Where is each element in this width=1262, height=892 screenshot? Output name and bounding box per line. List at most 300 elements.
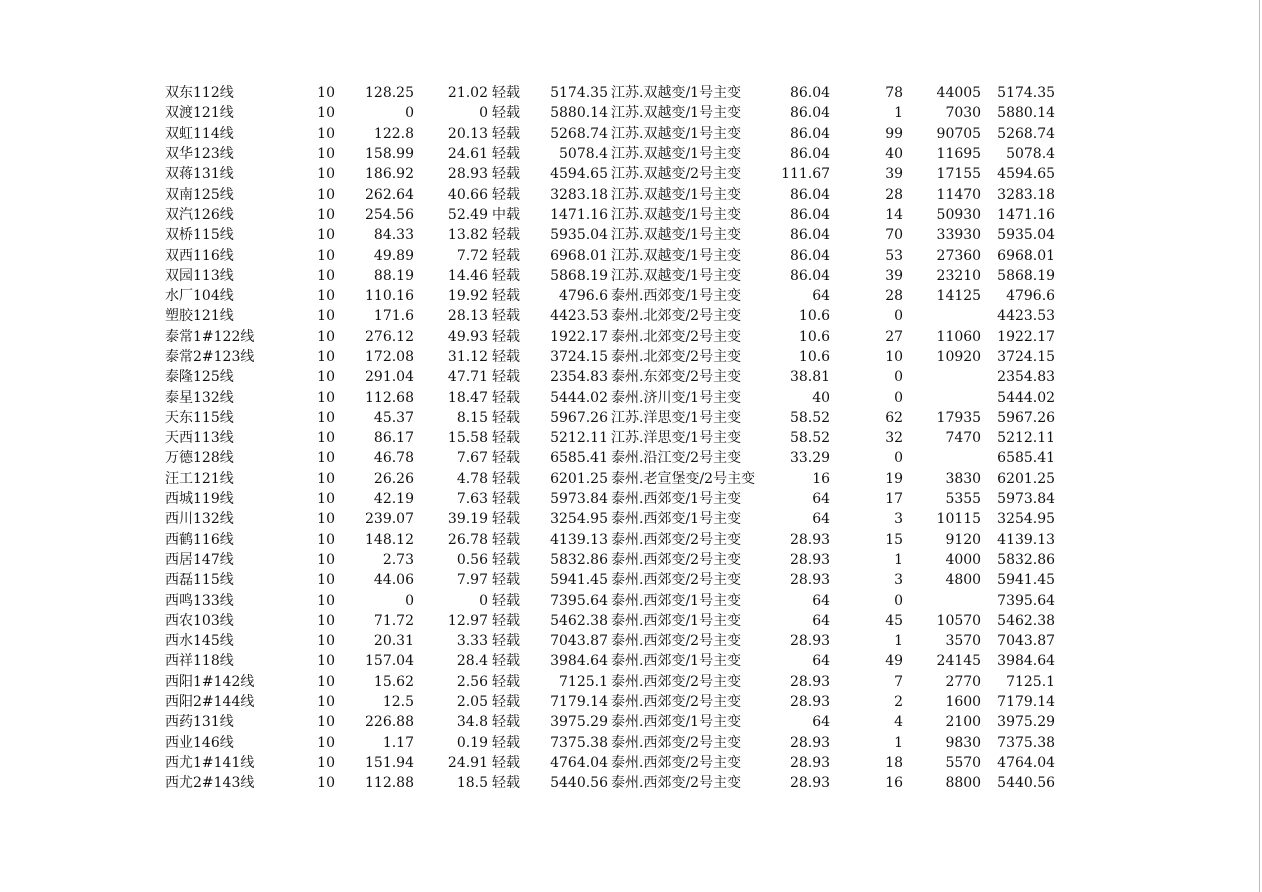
load-status-cell: 轻载 xyxy=(492,85,520,102)
voltage-cell: 10 xyxy=(317,369,335,386)
table-row xyxy=(165,611,1055,631)
value-f-cell: 11060 xyxy=(936,328,982,345)
value-f-cell: 17155 xyxy=(936,166,982,183)
value-f-cell: 90705 xyxy=(936,125,982,142)
value-g-cell: 7395.64 xyxy=(997,592,1056,609)
value-f-cell: 4800 xyxy=(945,572,982,589)
value-c-cell: 3724.15 xyxy=(550,349,608,365)
table-row xyxy=(165,164,1055,184)
voltage-cell: 10 xyxy=(317,146,335,163)
line-name-cell: 双东112线 xyxy=(165,85,234,102)
line-name-cell: 双西116线 xyxy=(165,247,234,264)
substation-cell: 泰州.西郊变/2号主变 xyxy=(611,734,742,751)
value-b-cell: 4.78 xyxy=(456,470,488,487)
line-name-cell: 双渡121线 xyxy=(165,105,234,122)
voltage-cell: 10 xyxy=(317,470,335,487)
table-row xyxy=(165,712,1055,732)
voltage-cell: 10 xyxy=(317,511,335,528)
count-cell: 78 xyxy=(885,85,904,102)
load-status-cell: 轻载 xyxy=(492,754,520,771)
substation-cell: 泰州.西郊变/2号主变 xyxy=(611,633,742,650)
value-b-cell: 52.49 xyxy=(447,206,488,223)
value-g-cell: 3283.18 xyxy=(997,186,1056,203)
voltage-cell: 10 xyxy=(317,85,335,102)
table-row xyxy=(165,651,1055,671)
value-a-cell: 71.72 xyxy=(373,612,414,629)
value-g-cell: 1471.16 xyxy=(997,206,1056,223)
count-cell: 28 xyxy=(885,288,904,305)
capacity-cell: 38.81 xyxy=(789,369,831,386)
line-name-cell: 双南125线 xyxy=(165,186,234,203)
voltage-cell: 10 xyxy=(317,328,335,345)
value-a-cell: 26.26 xyxy=(373,470,414,487)
value-f-cell xyxy=(903,387,981,407)
value-c-cell: 7375.38 xyxy=(550,734,608,751)
value-c-cell: 5440.56 xyxy=(550,775,608,792)
line-name-cell: 双蒋131线 xyxy=(165,166,234,183)
table-row xyxy=(165,733,1055,753)
table-row xyxy=(165,306,1055,326)
substation-cell: 江苏.双越变/1号主变 xyxy=(611,146,742,163)
value-b-cell: 2.05 xyxy=(456,694,488,711)
load-status-cell: 轻载 xyxy=(492,450,520,467)
load-status-cell: 轻载 xyxy=(492,125,520,142)
value-f-cell: 27360 xyxy=(936,247,982,264)
count-cell: 3 xyxy=(894,511,904,528)
value-c-cell: 4139.13 xyxy=(550,531,608,548)
table-row xyxy=(165,367,1055,387)
voltage-cell: 10 xyxy=(317,247,335,264)
count-cell: 0 xyxy=(894,308,904,325)
table-row xyxy=(165,489,1055,509)
value-f-cell: 7470 xyxy=(945,430,982,447)
value-f-cell xyxy=(903,306,981,326)
capacity-cell: 28.93 xyxy=(789,775,831,792)
value-a-cell: 158.99 xyxy=(365,146,414,163)
value-a-cell: 88.19 xyxy=(373,267,414,284)
value-b-cell: 34.8 xyxy=(456,714,488,731)
value-f-cell: 2100 xyxy=(945,714,982,731)
value-f-cell: 17935 xyxy=(936,409,982,426)
value-g-cell: 5880.14 xyxy=(997,105,1056,122)
substation-cell: 泰州.西郊变/1号主变 xyxy=(611,491,742,508)
value-c-cell: 5462.38 xyxy=(550,612,608,629)
value-b-cell: 7.72 xyxy=(456,247,488,264)
value-f-cell: 3830 xyxy=(945,470,982,487)
value-c-cell: 5973.84 xyxy=(550,491,608,508)
value-g-cell: 5973.84 xyxy=(997,491,1056,508)
voltage-cell: 10 xyxy=(317,166,335,183)
value-b-cell: 14.46 xyxy=(447,267,488,284)
table-row xyxy=(165,408,1055,428)
table-row xyxy=(165,570,1055,590)
substation-cell: 泰州.老宣堡变/2号主变 xyxy=(611,470,756,487)
value-g-cell: 5212.11 xyxy=(997,430,1056,447)
value-b-cell: 13.82 xyxy=(447,227,488,244)
page-border xyxy=(1259,0,1260,892)
value-b-cell: 21.02 xyxy=(447,85,488,102)
value-f-cell: 50930 xyxy=(936,206,982,223)
load-status-cell: 轻载 xyxy=(492,714,520,731)
value-c-cell: 4594.65 xyxy=(550,166,608,183)
capacity-cell: 86.04 xyxy=(789,247,831,264)
capacity-cell: 28.93 xyxy=(789,754,831,771)
value-g-cell: 5462.38 xyxy=(997,612,1056,629)
substation-cell: 泰州.西郊变/2号主变 xyxy=(611,572,742,589)
value-c-cell: 3984.64 xyxy=(550,653,608,670)
value-b-cell: 28.4 xyxy=(456,653,488,670)
count-cell: 1 xyxy=(894,633,904,650)
value-f-cell: 10115 xyxy=(936,511,982,528)
count-cell: 1 xyxy=(894,105,904,122)
value-f-cell: 11695 xyxy=(936,146,982,163)
value-a-cell: 15.62 xyxy=(373,673,414,690)
capacity-cell: 28.93 xyxy=(789,734,831,751)
count-cell: 0 xyxy=(894,450,904,467)
value-a-cell: 46.78 xyxy=(373,450,414,467)
capacity-cell: 28.93 xyxy=(789,673,831,690)
count-cell: 4 xyxy=(894,714,904,731)
value-f-cell: 23210 xyxy=(936,267,982,284)
value-a-cell: 45.37 xyxy=(373,409,414,426)
value-c-cell: 3254.95 xyxy=(550,511,608,528)
voltage-cell: 10 xyxy=(317,694,335,711)
count-cell: 99 xyxy=(885,125,904,142)
value-b-cell: 19.92 xyxy=(447,288,488,305)
substation-cell: 江苏.双越变/1号主变 xyxy=(611,105,742,122)
line-name-cell: 泰隆125线 xyxy=(165,369,234,386)
value-g-cell: 4764.04 xyxy=(997,754,1056,771)
value-f-cell: 5355 xyxy=(945,491,982,508)
load-status-cell: 轻载 xyxy=(492,389,520,406)
load-status-cell: 轻载 xyxy=(492,470,520,487)
value-c-cell: 5212.11 xyxy=(550,430,608,447)
capacity-cell: 40 xyxy=(812,389,831,406)
value-g-cell: 4423.53 xyxy=(997,308,1056,325)
value-c-cell: 4764.04 xyxy=(550,754,608,771)
capacity-cell: 64 xyxy=(812,612,831,629)
value-a-cell: 2.73 xyxy=(382,551,414,568)
line-name-cell: 西尤2#143线 xyxy=(165,775,255,792)
voltage-cell: 10 xyxy=(317,125,335,142)
load-status-cell: 轻载 xyxy=(492,267,520,284)
table-row xyxy=(165,428,1055,448)
line-name-cell: 西药131线 xyxy=(165,714,234,731)
value-a-cell: 122.8 xyxy=(373,125,414,142)
value-g-cell: 7375.38 xyxy=(997,734,1056,751)
capacity-cell: 64 xyxy=(812,714,831,731)
value-b-cell: 49.93 xyxy=(447,328,488,345)
value-a-cell: 151.94 xyxy=(365,754,414,771)
substation-cell: 泰州.北郊变/2号主变 xyxy=(611,328,742,345)
value-c-cell: 7043.87 xyxy=(550,633,608,650)
value-b-cell: 20.13 xyxy=(447,125,488,142)
load-status-cell: 轻载 xyxy=(492,592,520,609)
value-g-cell: 1922.17 xyxy=(997,328,1056,345)
voltage-cell: 10 xyxy=(317,592,335,609)
table-row xyxy=(165,692,1055,712)
capacity-cell: 33.29 xyxy=(789,450,831,467)
value-f-cell: 44005 xyxy=(936,85,982,102)
voltage-cell: 10 xyxy=(317,349,335,365)
voltage-cell: 10 xyxy=(317,409,335,426)
substation-cell: 江苏.双越变/1号主变 xyxy=(611,85,742,102)
capacity-cell: 28.93 xyxy=(789,572,831,589)
table-row xyxy=(165,469,1055,489)
value-g-cell: 5440.56 xyxy=(997,775,1056,792)
load-status-cell: 轻载 xyxy=(492,572,520,589)
value-c-cell: 5935.04 xyxy=(550,227,608,244)
line-name-cell: 西业146线 xyxy=(165,734,234,751)
voltage-cell: 10 xyxy=(317,491,335,508)
value-b-cell: 28.13 xyxy=(447,308,488,325)
line-name-cell: 西居147线 xyxy=(165,551,234,568)
value-c-cell: 1922.17 xyxy=(550,328,608,345)
load-status-cell: 轻载 xyxy=(492,430,520,447)
value-f-cell: 14125 xyxy=(936,288,982,305)
line-name-cell: 西祥118线 xyxy=(165,653,234,670)
value-c-cell: 5941.45 xyxy=(550,572,608,589)
voltage-cell: 10 xyxy=(317,714,335,731)
count-cell: 39 xyxy=(885,267,904,284)
load-status-cell: 轻载 xyxy=(492,105,520,122)
value-c-cell: 3283.18 xyxy=(550,186,608,203)
substation-cell: 江苏.双越变/1号主变 xyxy=(611,186,742,203)
voltage-cell: 10 xyxy=(317,531,335,548)
value-c-cell: 3975.29 xyxy=(550,714,608,731)
table-row xyxy=(165,753,1055,773)
value-b-cell: 18.47 xyxy=(447,389,488,406)
line-name-cell: 西鹤116线 xyxy=(165,531,234,548)
count-cell: 7 xyxy=(894,673,904,690)
voltage-cell: 10 xyxy=(317,227,335,244)
count-cell: 0 xyxy=(894,592,904,609)
voltage-cell: 10 xyxy=(317,673,335,690)
value-f-cell: 24145 xyxy=(936,653,982,670)
line-name-cell: 天西113线 xyxy=(165,430,234,447)
capacity-cell: 64 xyxy=(812,592,831,609)
value-c-cell: 6968.01 xyxy=(550,247,608,264)
value-a-cell: 42.19 xyxy=(373,491,414,508)
value-a-cell: 276.12 xyxy=(365,328,414,345)
substation-cell: 江苏.双越变/1号主变 xyxy=(611,206,742,223)
table-row xyxy=(165,184,1055,204)
count-cell: 3 xyxy=(894,572,904,589)
substation-cell: 泰州.西郊变/2号主变 xyxy=(611,551,742,568)
value-c-cell: 2354.83 xyxy=(550,369,608,386)
value-b-cell: 0.56 xyxy=(456,551,488,568)
substation-cell: 泰州.济川变/1号主变 xyxy=(611,389,742,406)
value-a-cell: 172.08 xyxy=(365,349,414,365)
line-name-cell: 天东115线 xyxy=(165,409,234,426)
count-cell: 45 xyxy=(885,612,904,629)
count-cell: 53 xyxy=(885,247,904,264)
line-name-cell: 西阳1#142线 xyxy=(165,673,255,690)
value-b-cell: 40.66 xyxy=(447,186,488,203)
value-g-cell: 4594.65 xyxy=(997,166,1056,183)
value-f-cell: 8800 xyxy=(945,775,982,792)
value-c-cell: 5174.35 xyxy=(550,85,608,102)
line-name-cell: 西鸣133线 xyxy=(165,592,234,609)
value-b-cell: 18.5 xyxy=(456,775,488,792)
value-f-cell: 5570 xyxy=(945,754,982,771)
value-b-cell: 28.93 xyxy=(447,166,488,183)
value-c-cell: 4423.53 xyxy=(550,308,608,325)
value-c-cell: 5832.86 xyxy=(550,551,608,568)
count-cell: 18 xyxy=(885,754,904,771)
count-cell: 17 xyxy=(885,491,904,508)
load-status-cell: 轻载 xyxy=(492,349,520,365)
table-row xyxy=(165,590,1055,610)
load-status-cell: 轻载 xyxy=(492,146,520,163)
value-a-cell: 110.16 xyxy=(365,288,414,305)
load-status-cell: 轻载 xyxy=(492,491,520,508)
value-c-cell: 5967.26 xyxy=(550,409,608,426)
line-name-cell: 双汽126线 xyxy=(165,206,234,223)
value-a-cell: 0 xyxy=(405,592,414,609)
table-row xyxy=(165,387,1055,407)
value-b-cell: 24.61 xyxy=(447,146,488,163)
value-a-cell: 49.89 xyxy=(373,247,414,264)
substation-cell: 泰州.北郊变/2号主变 xyxy=(611,308,742,325)
capacity-cell: 28.93 xyxy=(789,531,831,548)
capacity-cell: 58.52 xyxy=(789,409,831,426)
table-row xyxy=(165,550,1055,570)
count-cell: 15 xyxy=(885,531,904,548)
value-b-cell: 47.71 xyxy=(447,369,488,386)
capacity-cell: 86.04 xyxy=(789,267,831,284)
value-g-cell: 5268.74 xyxy=(997,125,1056,142)
substation-cell: 泰州.西郊变/2号主变 xyxy=(611,775,742,792)
load-status-cell: 轻载 xyxy=(492,775,520,792)
table-row xyxy=(165,448,1055,468)
count-cell: 70 xyxy=(885,227,904,244)
value-f-cell xyxy=(903,367,981,387)
substation-cell: 泰州.西郊变/1号主变 xyxy=(611,288,742,305)
value-c-cell: 5078.4 xyxy=(559,146,608,163)
value-a-cell: 86.17 xyxy=(373,430,414,447)
capacity-cell: 86.04 xyxy=(789,206,831,223)
value-a-cell: 262.64 xyxy=(365,186,414,203)
table-row xyxy=(165,509,1055,529)
load-status-cell: 轻载 xyxy=(492,511,520,528)
value-g-cell: 6968.01 xyxy=(997,247,1056,264)
capacity-cell: 28.93 xyxy=(789,551,831,568)
load-status-cell: 轻载 xyxy=(492,166,520,183)
line-name-cell: 双虹114线 xyxy=(165,125,234,142)
value-c-cell: 7395.64 xyxy=(550,592,608,609)
count-cell: 40 xyxy=(885,146,904,163)
voltage-cell: 10 xyxy=(317,633,335,650)
table-row xyxy=(165,530,1055,550)
voltage-cell: 10 xyxy=(317,389,335,406)
count-cell: 39 xyxy=(885,166,904,183)
value-a-cell: 112.68 xyxy=(365,389,414,406)
value-g-cell: 6201.25 xyxy=(997,470,1056,487)
capacity-cell: 10.6 xyxy=(798,308,831,325)
value-b-cell: 7.97 xyxy=(456,572,488,589)
line-name-cell: 西城119线 xyxy=(165,491,234,508)
value-g-cell: 5078.4 xyxy=(1006,146,1056,163)
substation-cell: 江苏.洋思变/1号主变 xyxy=(611,430,742,447)
capacity-cell: 64 xyxy=(812,653,831,670)
count-cell: 62 xyxy=(885,409,904,426)
value-c-cell: 4796.6 xyxy=(559,288,608,305)
value-c-cell: 6201.25 xyxy=(550,470,608,487)
value-g-cell: 5832.86 xyxy=(997,551,1056,568)
value-g-cell: 3975.29 xyxy=(997,714,1056,731)
table-row xyxy=(165,347,1055,367)
value-g-cell: 4796.6 xyxy=(1006,288,1056,305)
value-b-cell: 0 xyxy=(479,105,488,122)
line-name-cell: 水厂104线 xyxy=(165,288,234,305)
substation-cell: 泰州.西郊变/2号主变 xyxy=(611,531,742,548)
value-c-cell: 7179.14 xyxy=(550,694,608,711)
value-a-cell: 84.33 xyxy=(373,227,414,244)
load-status-cell: 轻载 xyxy=(492,409,520,426)
substation-cell: 泰州.西郊变/1号主变 xyxy=(611,511,742,528)
substation-cell: 泰州.西郊变/2号主变 xyxy=(611,754,742,771)
load-status-cell: 轻载 xyxy=(492,227,520,244)
substation-cell: 泰州.沿江变/2号主变 xyxy=(611,450,742,467)
capacity-cell: 86.04 xyxy=(789,105,831,122)
substation-cell: 泰州.西郊变/2号主变 xyxy=(611,694,742,711)
capacity-cell: 16 xyxy=(812,470,831,487)
line-name-cell: 西尤1#141线 xyxy=(165,754,255,771)
table-row xyxy=(165,773,1055,793)
voltage-cell: 10 xyxy=(317,308,335,325)
value-a-cell: 157.04 xyxy=(365,653,414,670)
value-b-cell: 31.12 xyxy=(447,349,488,365)
line-name-cell: 西川132线 xyxy=(165,511,234,528)
count-cell: 49 xyxy=(885,653,904,670)
value-b-cell: 2.56 xyxy=(456,673,488,690)
value-c-cell: 5268.74 xyxy=(550,125,608,142)
substation-cell: 泰州.西郊变/2号主变 xyxy=(611,673,742,690)
value-b-cell: 8.15 xyxy=(456,409,488,426)
voltage-cell: 10 xyxy=(317,653,335,670)
substation-cell: 江苏.双越变/1号主变 xyxy=(611,247,742,264)
load-status-cell: 轻载 xyxy=(492,734,520,751)
table-row xyxy=(165,144,1055,164)
value-f-cell: 10920 xyxy=(936,349,982,365)
voltage-cell: 10 xyxy=(317,105,335,122)
value-f-cell xyxy=(903,590,981,610)
value-g-cell: 3984.64 xyxy=(997,653,1056,670)
substation-cell: 泰州.西郊变/1号主变 xyxy=(611,714,742,731)
value-f-cell: 10570 xyxy=(936,612,982,629)
substation-cell: 泰州.西郊变/1号主变 xyxy=(611,612,742,629)
substation-cell: 江苏.洋思变/1号主变 xyxy=(611,409,742,426)
value-g-cell: 5967.26 xyxy=(997,409,1056,426)
line-name-cell: 双桥115线 xyxy=(165,227,234,244)
value-f-cell: 9830 xyxy=(945,734,982,751)
line-name-cell: 泰常1#122线 xyxy=(165,328,255,345)
load-status-cell: 轻载 xyxy=(492,247,520,264)
voltage-cell: 10 xyxy=(317,186,335,203)
value-a-cell: 186.92 xyxy=(365,166,414,183)
value-a-cell: 0 xyxy=(405,105,414,122)
value-g-cell: 7179.14 xyxy=(997,694,1056,711)
value-f-cell: 3570 xyxy=(945,633,982,650)
value-b-cell: 26.78 xyxy=(447,531,488,548)
capacity-cell: 28.93 xyxy=(789,694,831,711)
value-c-cell: 5868.19 xyxy=(550,267,608,284)
load-status-cell: 轻载 xyxy=(492,186,520,203)
voltage-cell: 10 xyxy=(317,734,335,751)
capacity-cell: 64 xyxy=(812,511,831,528)
load-status-cell: 轻载 xyxy=(492,612,520,629)
